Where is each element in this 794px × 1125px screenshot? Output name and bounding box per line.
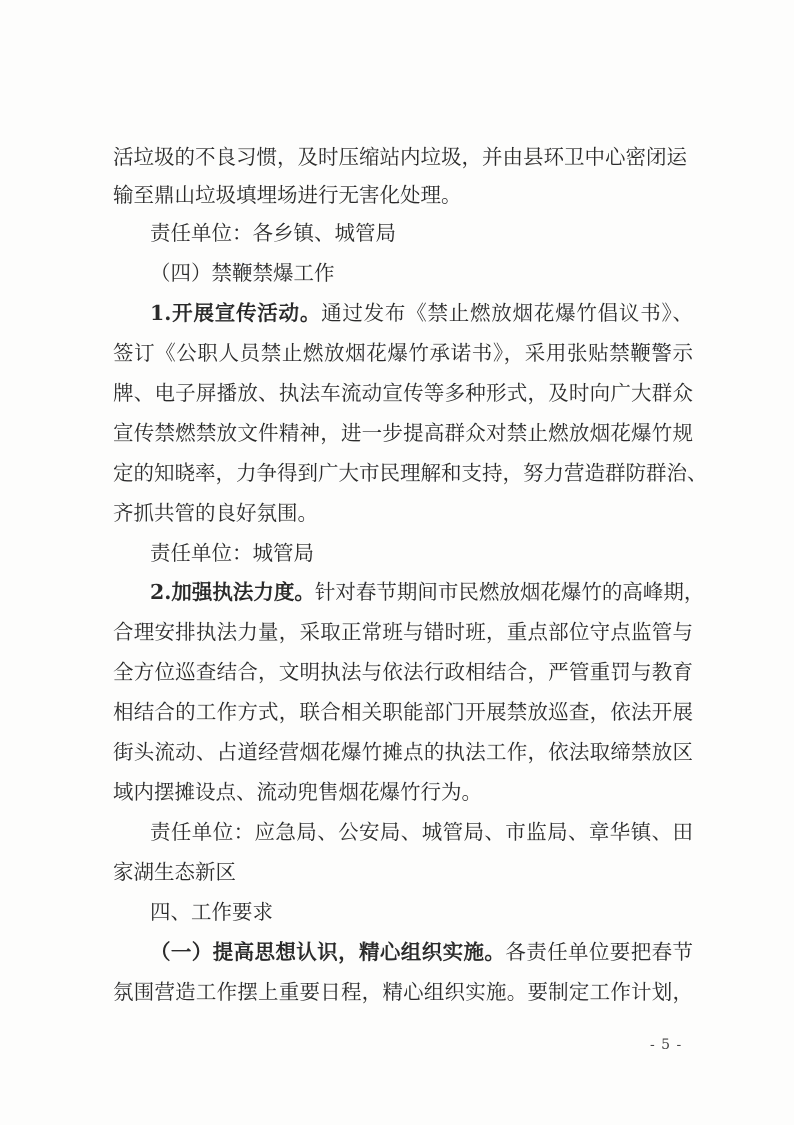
text-line: 定的知晓率，力争得到广大市民理解和支持，努力营造群防群治、: [113, 461, 708, 485]
text-line: 氛围营造工作摆上重要日程，精心组织实施。要制定工作计划，: [113, 980, 693, 1004]
text-line: 活垃圾的不良习惯，及时压缩站内垃圾，并由县环卫中心密闭运: [113, 145, 687, 169]
text-line: 牌、电子屏播放、执法车流动宣传等多种形式，及时向广大群众: [113, 381, 693, 405]
text-line: 全方位巡查结合，文明执法与依法行政相结合，严管重罚与教育: [113, 660, 693, 684]
text-line: 宣传禁燃禁放文件精神，进一步提高群众对禁止燃放烟花爆竹规: [113, 421, 693, 445]
text-line: 输至鼎山垃圾填埋场进行无害化处理。: [113, 183, 462, 207]
item-text: 各责任单位要把春节: [505, 940, 694, 964]
page-number: - 5 -: [650, 1037, 683, 1053]
item-lead: 2.加强执法力度。: [150, 580, 315, 604]
text-line: 相结合的工作方式，联合相关职能部门开展禁放巡查，依法开展: [113, 700, 693, 724]
item-lead: 1.开展宣传活动。: [150, 301, 322, 325]
responsibility-line: 责任单位：城管局: [150, 541, 314, 565]
item-text: 针对春节期间市民燃放烟花爆竹的高峰期，: [314, 580, 705, 604]
item-line: [150, 575, 705, 609]
item-line: [150, 935, 693, 969]
responsibility-line: 责任单位：应急局、公安局、城管局、市监局、章华镇、田: [150, 820, 693, 844]
item-line: [150, 296, 693, 330]
text-line: 齐抓共管的良好氛围。: [113, 501, 318, 525]
item-lead: （一）提高思想认识，精心组织实施。: [150, 940, 506, 964]
item-text: 通过发布《禁止燃放烟花爆竹倡议书》、: [321, 301, 693, 325]
text-line: 街头流动、占道经营烟花爆竹摊点的执法工作，依法取缔禁放区: [113, 740, 693, 764]
section-heading: （四）禁鞭禁爆工作: [150, 261, 335, 285]
text-line: 域内摆摊设点、流动兜售烟花爆竹行为。: [113, 780, 482, 804]
section-heading: 四、工作要求: [150, 900, 273, 924]
responsibility-line: 责任单位：各乡镇、城管局: [150, 221, 396, 245]
text-line: 签订《公职人员禁止燃放烟花爆竹承诺书》，采用张贴禁鞭警示: [113, 341, 693, 365]
text-line: 合理安排执法力量，采取正常班与错时班，重点部位守点监管与: [113, 620, 693, 644]
text-line: 家湖生态新区: [113, 860, 236, 884]
